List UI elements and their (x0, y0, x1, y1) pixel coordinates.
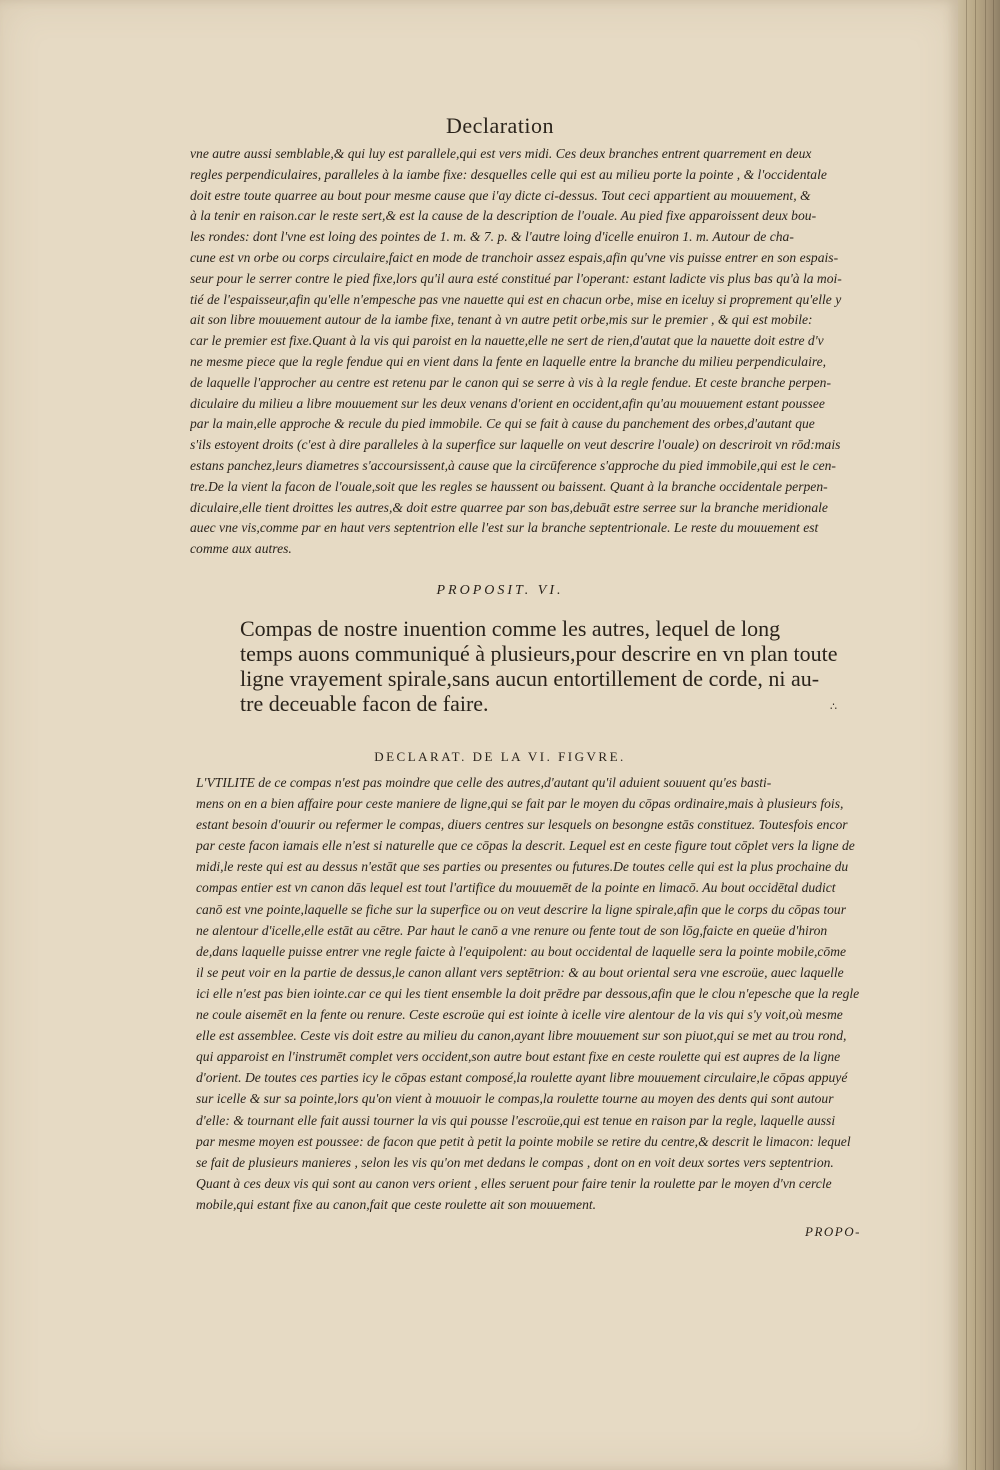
text-line: estant besoin d'ouurir ou refermer le compas, diuers centres sur lesquels on besongne estās constituez. Toutesfois encor (196, 817, 848, 833)
ink-specks: ∴ (830, 700, 837, 713)
text-line: comme aux autres. (190, 541, 292, 557)
text-line: ne coule aisemēt en la fente ou renure. Ceste escroüe qui est iointe à icelle vire alentour de la vis qui s'y voit,où mesme (196, 1007, 843, 1023)
text-line: qui apparoist en l'instrumēt complet vers occident,son autre bout estant fixe en ceste roulette qui est aupres de la ligne (196, 1049, 841, 1065)
text-line: diculaire du milieu a libre mouuement sur les deux venans d'orient en occident,afin qu'au mouuement estant poussee (190, 395, 825, 411)
text-line: tié de l'espaisseur,afin qu'elle n'empesche pas vne nauette qui est en chacun orbe, mise en iceluy si proprement qu'elle y (190, 291, 842, 307)
proposition-heading: PROPOSIT. VI. (436, 583, 564, 598)
proposition-text (240, 616, 890, 716)
catchword: PROPO- (805, 1224, 861, 1239)
text-line: elle est assemblee. Ceste vis doit estre au milieu du canon,ayant libre mouuement sur son piuot,qui se met au trou rond, (196, 1028, 847, 1044)
text-line: mens on en a bien affaire pour ceste maniere de ligne,qui se fait par le moyen du cōpas ordinaire,mais à plusieurs fois, (196, 796, 844, 812)
text-line: par mesme moyen est poussee: de facon que petit à petit la pointe mobile se retire du centre,& descrit le limacon: lequel (196, 1133, 851, 1149)
text-line: ici elle n'est pas bien iointe.car ce qui les tient ensemble la doit prēdre par dessous,afin que le clou n'epesche que la regle (196, 985, 860, 1001)
text-line: cune est vn orbe ou corps circulaire,faict en mode de tranchoir assez espais,afin qu'vne vis puisse entrer en son espais- (190, 249, 839, 265)
text-line: ait son libre mouuement autour de la iambe fixe, tenant à vn autre petit orbe,mis sur le premier , & qui est mobile: (190, 312, 813, 328)
text-line: s'ils estoyent droits (c'est à dire paralleles à la superfice sur laquelle on veut descrire l'ouale) on descriroit vn rōd:mais (190, 437, 841, 453)
declaration-heading: DECLARAT. DE LA VI. FIGVRE. (374, 749, 626, 764)
text-line: Quant à ces deux vis qui sont au canon vers orient , elles seruent pour faire tenir la roulette par le moyen d'vn cercle (196, 1175, 832, 1191)
text-line: sur icelle & sur sa pointe,lors qu'on vient à mouuoir le compas,la roulette tourne au moyen des dents qui sont autour (196, 1091, 834, 1107)
text-line: de,dans laquelle puisse entrer vne regle faicte à l'equipolent: au bout occidental de laquelle sera la pointe mobile,cōme (196, 943, 847, 959)
text-line: vne autre aussi semblable,& qui luy est parallele,qui est vers midi. Ces deux branches entrent quarrement en deux (190, 146, 812, 161)
text-line: auec vne vis,comme par en haut vers septentrion elle l'est sur la branche septentrionale. Le reste du mouuement est (190, 520, 819, 536)
text-line: compas entier est vn canon dās lequel est tout l'artifice du mouuemēt de la pointe en limacō. Au bout occidētal dudict (196, 880, 836, 896)
text-line: de laquelle l'approcher au centre est retenu par le canon qui se serre à vis à la regle fendue. Et ceste branche perpen- (190, 374, 832, 390)
text-line: à la tenir en raison.car le reste sert,& est la cause de la description de l'ouale. Au pied fixe apparoissent deux bou- (190, 208, 817, 224)
text-line: se fait de plusieurs manieres , selon les vis qu'on met dedans le compas , dont on en voit deux sortes vers septentrion. (196, 1154, 834, 1170)
text-line: doit estre toute quarree au bout pour mesme cause que i'ay dicte ci-dessus. Tout ceci appartient au mouuement, & (190, 187, 811, 203)
text-line: canō est vne pointe,laquelle se fiche sur la superfice ou on veut descrire la ligne spirale,afin que le corps du cōpas tour (196, 901, 846, 917)
text-line: mobile,qui estant fixe au canon,fait que ceste roulette ait son mouuement. (196, 1196, 597, 1212)
text-line: d'orient. De toutes ces parties icy le cōpas estant composé,la roulette ayant libre mouuement circulaire,le cōpas appuyé (196, 1070, 848, 1086)
text-line: seur pour le serrer contre le pied fixe,lors qu'il aura esté constitué par l'operant: estant ladicte vis plus bas qu'à la moi- (190, 270, 842, 286)
page-edge (958, 0, 1000, 1470)
text-line: temps auons communiqué à plusieurs,pour descrire en vn plan toute (240, 641, 838, 666)
text-line: ligne vrayement spirale,sans aucun entortillement de corde, ni au- (240, 666, 820, 691)
text-line: par ceste facon iamais elle n'est si naturelle que ce cōpas la descrit. Lequel est en ceste figure tout cōplet vers la ligne de (196, 838, 855, 854)
text-line: car le premier est fixe.Quant à la vis qui paroist en la nauette,elle ne sert de rien,d'autat que la nauette doit estre d'v (190, 333, 824, 349)
text-line: regles perpendiculaires, paralleles à la iambe fixe: desquelles celle qui est au milieu porte la pointe , & l'occidentale (190, 166, 827, 182)
text-line: L'VTILITE de ce compas n'est pas moindre que celle des autres,d'autant qu'il aduient souuent qu'es basti- (196, 775, 772, 790)
page-title: Declaration (445, 113, 555, 138)
text-line: d'elle: & tournant elle fait aussi tourner la vis qui pousse l'escroüe,qui est tenue en raison par la regle, laquelle aussi (196, 1112, 836, 1128)
paragraph-2 (196, 772, 910, 1215)
text-line: les rondes: dont l'vne est loing des pointes de 1. m. & 7. p. & l'autre loing d'icelle enuiron 1. m. Autour de cha- (190, 229, 794, 245)
text-line: ne mesme piece que la regle fendue qui en vient dans la fente en laquelle entre la branche du milieu perpendiculaire, (190, 353, 827, 369)
text-line: diculaire,elle tient droittes les autres,& doit estre quarree par son bas,debuāt estre serree sur la branche meridionale (190, 499, 828, 515)
text-line: Compas de nostre inuention comme les autres, lequel de long (240, 616, 781, 641)
text-line: ne alentour d'icelle,elle estāt au cētre. Par haut le canō a vne renure ou fente tout de son lōg,faicte en queüe d'hiron (196, 922, 828, 938)
paragraph-1 (190, 144, 906, 560)
text-line: il se peut voir en la partie de dessus,le canon allant vers septētrion: & au bout oriental sera vne escroüe, auec laquelle (196, 964, 844, 980)
text-line: tre.De la vient la facon de l'ouale,soit que les regles se haussent ou baissent. Quant à la branche occidentale perpen- (190, 478, 828, 494)
text-line: par la main,elle approche & recule du pied immobile. Ce qui se fait à cause du panchement des orbes,d'autant que (190, 416, 815, 432)
text-line: tre deceuable facon de faire. (240, 691, 489, 716)
text-line: midi,le reste qui est au dessus n'estāt que ses parties ou presentes ou futures.De toutes celle qui est la plus prochaine du (196, 859, 849, 875)
text-line: estans panchez,leurs diametres s'accoursissent,à cause que la circūference s'approche du pied immobile,qui est le cen- (190, 457, 836, 473)
